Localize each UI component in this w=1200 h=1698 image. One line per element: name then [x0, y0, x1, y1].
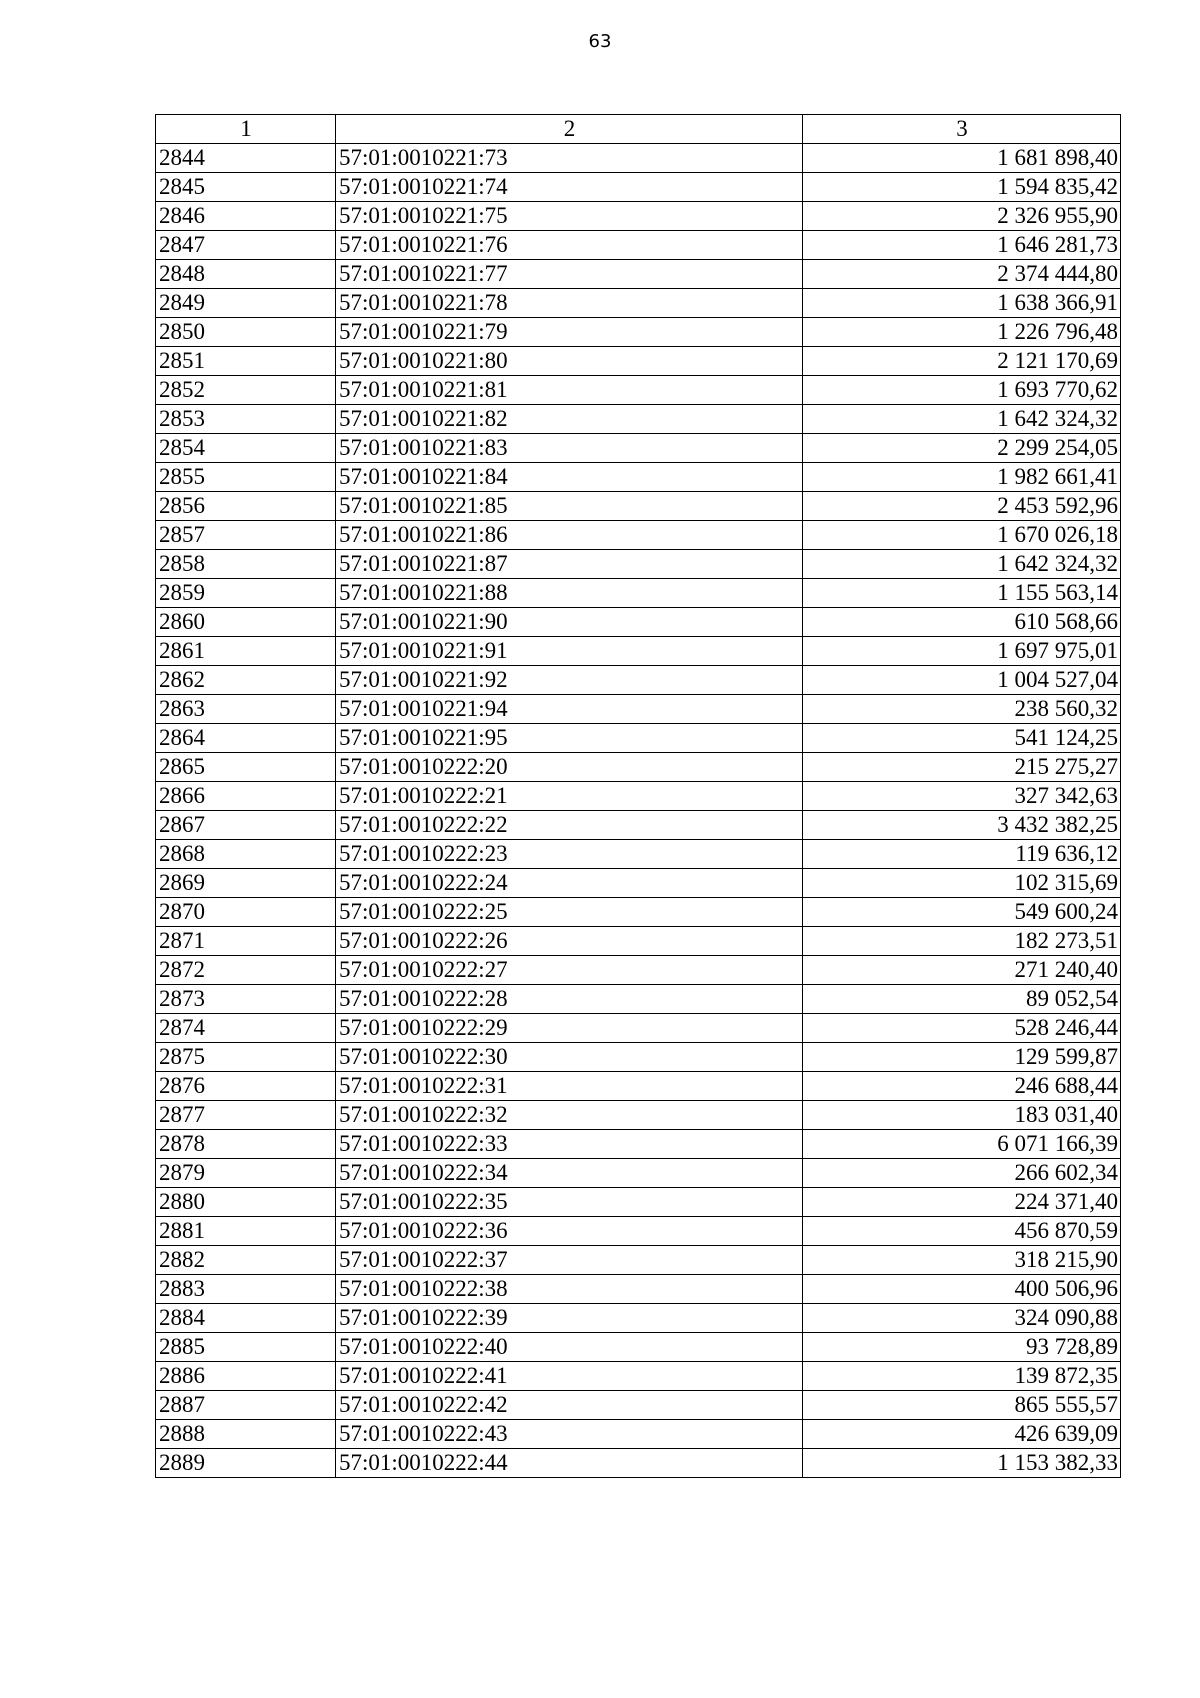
column-header-3: 3 — [803, 115, 1121, 144]
row-number-cell: 2886 — [156, 1362, 336, 1391]
cadastral-number-cell: 57:01:0010222:29 — [336, 1014, 803, 1043]
cadastral-number-cell: 57:01:0010221:77 — [336, 260, 803, 289]
cadastral-number-cell: 57:01:0010222:31 — [336, 1072, 803, 1101]
table-row — [156, 579, 1121, 608]
cadastral-number-cell: 57:01:0010222:41 — [336, 1362, 803, 1391]
cadastral-value-cell: 1 693 770,62 — [803, 376, 1121, 405]
table-row — [156, 289, 1121, 318]
cadastral-value-cell: 119 636,12 — [803, 840, 1121, 869]
cadastral-value-cell: 3 432 382,25 — [803, 811, 1121, 840]
cadastral-number-cell: 57:01:0010221:78 — [336, 289, 803, 318]
table-row — [156, 550, 1121, 579]
cadastral-number-cell: 57:01:0010221:94 — [336, 695, 803, 724]
cadastral-number-cell: 57:01:0010221:80 — [336, 347, 803, 376]
cadastral-value-cell: 528 246,44 — [803, 1014, 1121, 1043]
cadastral-value-cell: 215 275,27 — [803, 753, 1121, 782]
table-row — [156, 1043, 1121, 1072]
row-number-cell: 2850 — [156, 318, 336, 347]
table-row — [156, 1159, 1121, 1188]
row-number-cell: 2875 — [156, 1043, 336, 1072]
cadastral-value-cell: 6 071 166,39 — [803, 1130, 1121, 1159]
table-row — [156, 1449, 1121, 1478]
table-row — [156, 144, 1121, 173]
row-number-cell: 2861 — [156, 637, 336, 666]
cadastral-number-cell: 57:01:0010221:75 — [336, 202, 803, 231]
table-row — [156, 840, 1121, 869]
table-row — [156, 724, 1121, 753]
cadastral-number-cell: 57:01:0010221:87 — [336, 550, 803, 579]
cadastral-value-cell: 246 688,44 — [803, 1072, 1121, 1101]
table-row — [156, 811, 1121, 840]
cadastral-number-cell: 57:01:0010222:40 — [336, 1333, 803, 1362]
table-row — [156, 202, 1121, 231]
table-row — [156, 637, 1121, 666]
cadastral-value-cell: 318 215,90 — [803, 1246, 1121, 1275]
cadastral-value-cell: 1 004 527,04 — [803, 666, 1121, 695]
cadastral-value-cell: 1 646 281,73 — [803, 231, 1121, 260]
cadastral-number-cell: 57:01:0010222:21 — [336, 782, 803, 811]
cadastral-value-cell: 400 506,96 — [803, 1275, 1121, 1304]
cadastral-value-cell: 183 031,40 — [803, 1101, 1121, 1130]
table-row — [156, 1362, 1121, 1391]
cadastral-number-cell: 57:01:0010221:79 — [336, 318, 803, 347]
cadastral-value-cell: 139 872,35 — [803, 1362, 1121, 1391]
cadastral-value-cell: 1 642 324,32 — [803, 405, 1121, 434]
table-row — [156, 1333, 1121, 1362]
row-number-cell: 2859 — [156, 579, 336, 608]
cadastral-number-cell: 57:01:0010222:24 — [336, 869, 803, 898]
table-row — [156, 492, 1121, 521]
cadastral-number-cell: 57:01:0010221:88 — [336, 579, 803, 608]
row-number-cell: 2847 — [156, 231, 336, 260]
cadastral-value-cell: 1 697 975,01 — [803, 637, 1121, 666]
cadastral-number-cell: 57:01:0010222:22 — [336, 811, 803, 840]
table-row — [156, 231, 1121, 260]
cadastral-value-cell: 182 273,51 — [803, 927, 1121, 956]
cadastral-number-cell: 57:01:0010222:34 — [336, 1159, 803, 1188]
cadastral-value-cell: 1 155 563,14 — [803, 579, 1121, 608]
table-row — [156, 463, 1121, 492]
row-number-cell: 2878 — [156, 1130, 336, 1159]
cadastral-number-cell: 57:01:0010222:37 — [336, 1246, 803, 1275]
table-row — [156, 1188, 1121, 1217]
cadastral-value-cell: 324 090,88 — [803, 1304, 1121, 1333]
table-row — [156, 1130, 1121, 1159]
table-row — [156, 405, 1121, 434]
cadastral-number-cell: 57:01:0010222:42 — [336, 1391, 803, 1420]
cadastral-number-cell: 57:01:0010222:28 — [336, 985, 803, 1014]
row-number-cell: 2852 — [156, 376, 336, 405]
row-number-cell: 2867 — [156, 811, 336, 840]
table-row — [156, 927, 1121, 956]
row-number-cell: 2851 — [156, 347, 336, 376]
row-number-cell: 2884 — [156, 1304, 336, 1333]
cadastral-number-cell: 57:01:0010222:27 — [336, 956, 803, 985]
row-number-cell: 2870 — [156, 898, 336, 927]
row-number-cell: 2868 — [156, 840, 336, 869]
row-number-cell: 2856 — [156, 492, 336, 521]
row-number-cell: 2883 — [156, 1275, 336, 1304]
row-number-cell: 2876 — [156, 1072, 336, 1101]
cadastral-value-cell: 549 600,24 — [803, 898, 1121, 927]
cadastral-value-cell: 610 568,66 — [803, 608, 1121, 637]
row-number-cell: 2871 — [156, 927, 336, 956]
row-number-cell: 2865 — [156, 753, 336, 782]
cadastral-number-cell: 57:01:0010222:39 — [336, 1304, 803, 1333]
header-row — [156, 115, 1121, 144]
table-row — [156, 753, 1121, 782]
cadastral-number-cell: 57:01:0010221:83 — [336, 434, 803, 463]
cadastral-value-cell: 93 728,89 — [803, 1333, 1121, 1362]
row-number-cell: 2857 — [156, 521, 336, 550]
cadastral-number-cell: 57:01:0010222:36 — [336, 1217, 803, 1246]
cadastral-number-cell: 57:01:0010221:76 — [336, 231, 803, 260]
cadastral-value-cell: 2 326 955,90 — [803, 202, 1121, 231]
row-number-cell: 2866 — [156, 782, 336, 811]
table-row — [156, 1246, 1121, 1275]
cadastral-number-cell: 57:01:0010222:35 — [336, 1188, 803, 1217]
cadastral-value-cell: 426 639,09 — [803, 1420, 1121, 1449]
table-row — [156, 869, 1121, 898]
row-number-cell: 2849 — [156, 289, 336, 318]
table-row — [156, 1101, 1121, 1130]
table-row — [156, 782, 1121, 811]
cadastral-value-cell: 1 226 796,48 — [803, 318, 1121, 347]
cadastral-value-cell: 865 555,57 — [803, 1391, 1121, 1420]
cadastral-number-cell: 57:01:0010221:74 — [336, 173, 803, 202]
cadastral-value-cell: 2 299 254,05 — [803, 434, 1121, 463]
row-number-cell: 2885 — [156, 1333, 336, 1362]
row-number-cell: 2848 — [156, 260, 336, 289]
table-row — [156, 1217, 1121, 1246]
cadastral-number-cell: 57:01:0010221:82 — [336, 405, 803, 434]
row-number-cell: 2863 — [156, 695, 336, 724]
cadastral-number-cell: 57:01:0010221:84 — [336, 463, 803, 492]
row-number-cell: 2874 — [156, 1014, 336, 1043]
row-number-cell: 2877 — [156, 1101, 336, 1130]
row-number-cell: 2889 — [156, 1449, 336, 1478]
row-number-cell: 2882 — [156, 1246, 336, 1275]
cadastral-value-cell: 271 240,40 — [803, 956, 1121, 985]
cadastral-value-cell: 89 052,54 — [803, 985, 1121, 1014]
cadastral-value-cell: 2 453 592,96 — [803, 492, 1121, 521]
row-number-cell: 2846 — [156, 202, 336, 231]
cadastral-number-cell: 57:01:0010222:20 — [336, 753, 803, 782]
cadastral-value-cell: 1 670 026,18 — [803, 521, 1121, 550]
table-row — [156, 956, 1121, 985]
row-number-cell: 2880 — [156, 1188, 336, 1217]
table-row — [156, 1420, 1121, 1449]
table-row — [156, 173, 1121, 202]
row-number-cell: 2888 — [156, 1420, 336, 1449]
cadastral-value-cell: 238 560,32 — [803, 695, 1121, 724]
table-row — [156, 695, 1121, 724]
cadastral-number-cell: 57:01:0010222:26 — [336, 927, 803, 956]
row-number-cell: 2869 — [156, 869, 336, 898]
cadastral-number-cell: 57:01:0010222:32 — [336, 1101, 803, 1130]
table-row — [156, 521, 1121, 550]
column-header-1: 1 — [156, 115, 336, 144]
row-number-cell: 2862 — [156, 666, 336, 695]
table-row — [156, 318, 1121, 347]
cadastral-number-cell: 57:01:0010221:92 — [336, 666, 803, 695]
cadastral-number-cell: 57:01:0010222:43 — [336, 1420, 803, 1449]
row-number-cell: 2860 — [156, 608, 336, 637]
cadastral-number-cell: 57:01:0010221:91 — [336, 637, 803, 666]
row-number-cell: 2845 — [156, 173, 336, 202]
cadastral-value-cell: 102 315,69 — [803, 869, 1121, 898]
table-row — [156, 260, 1121, 289]
cadastral-number-cell: 57:01:0010221:86 — [336, 521, 803, 550]
cadastral-number-cell: 57:01:0010222:38 — [336, 1275, 803, 1304]
cadastral-number-cell: 57:01:0010222:25 — [336, 898, 803, 927]
table-row — [156, 376, 1121, 405]
table-row — [156, 985, 1121, 1014]
cadastral-value-cell: 1 642 324,32 — [803, 550, 1121, 579]
table-row — [156, 1072, 1121, 1101]
table-row — [156, 347, 1121, 376]
cadastral-number-cell: 57:01:0010221:73 — [336, 144, 803, 173]
table-row — [156, 1014, 1121, 1043]
table-header — [156, 115, 1121, 144]
cadastral-value-cell: 327 342,63 — [803, 782, 1121, 811]
page-number: 63 — [588, 31, 612, 52]
cadastral-value-cell: 2 374 444,80 — [803, 260, 1121, 289]
row-number-cell: 2872 — [156, 956, 336, 985]
cadastral-number-cell: 57:01:0010222:23 — [336, 840, 803, 869]
row-number-cell: 2853 — [156, 405, 336, 434]
cadastral-number-cell: 57:01:0010222:30 — [336, 1043, 803, 1072]
table-row — [156, 608, 1121, 637]
table-row — [156, 1391, 1121, 1420]
row-number-cell: 2855 — [156, 463, 336, 492]
row-number-cell: 2873 — [156, 985, 336, 1014]
cadastral-value-cell: 2 121 170,69 — [803, 347, 1121, 376]
table-row — [156, 1275, 1121, 1304]
row-number-cell: 2887 — [156, 1391, 336, 1420]
table-row — [156, 666, 1121, 695]
cadastral-value-cell: 541 124,25 — [803, 724, 1121, 753]
row-number-cell: 2858 — [156, 550, 336, 579]
cadastral-value-cell: 129 599,87 — [803, 1043, 1121, 1072]
cadastral-number-cell: 57:01:0010222:33 — [336, 1130, 803, 1159]
table-body — [156, 144, 1121, 1478]
row-number-cell: 2881 — [156, 1217, 336, 1246]
column-header-2: 2 — [336, 115, 803, 144]
cadastral-number-cell: 57:01:0010221:81 — [336, 376, 803, 405]
cadastral-number-cell: 57:01:0010221:90 — [336, 608, 803, 637]
row-number-cell: 2864 — [156, 724, 336, 753]
row-number-cell: 2854 — [156, 434, 336, 463]
table-row — [156, 1304, 1121, 1333]
cadastral-value-table — [155, 114, 1121, 1478]
cadastral-number-cell: 57:01:0010221:95 — [336, 724, 803, 753]
cadastral-value-cell: 1 638 366,91 — [803, 289, 1121, 318]
cadastral-value-cell: 1 681 898,40 — [803, 144, 1121, 173]
table-row — [156, 434, 1121, 463]
table-row — [156, 898, 1121, 927]
cadastral-value-cell: 1 153 382,33 — [803, 1449, 1121, 1478]
cadastral-value-cell: 1 982 661,41 — [803, 463, 1121, 492]
row-number-cell: 2844 — [156, 144, 336, 173]
cadastral-number-cell: 57:01:0010222:44 — [336, 1449, 803, 1478]
row-number-cell: 2879 — [156, 1159, 336, 1188]
cadastral-number-cell: 57:01:0010221:85 — [336, 492, 803, 521]
cadastral-value-cell: 266 602,34 — [803, 1159, 1121, 1188]
cadastral-value-cell: 456 870,59 — [803, 1217, 1121, 1246]
cadastral-value-cell: 224 371,40 — [803, 1188, 1121, 1217]
cadastral-value-cell: 1 594 835,42 — [803, 173, 1121, 202]
